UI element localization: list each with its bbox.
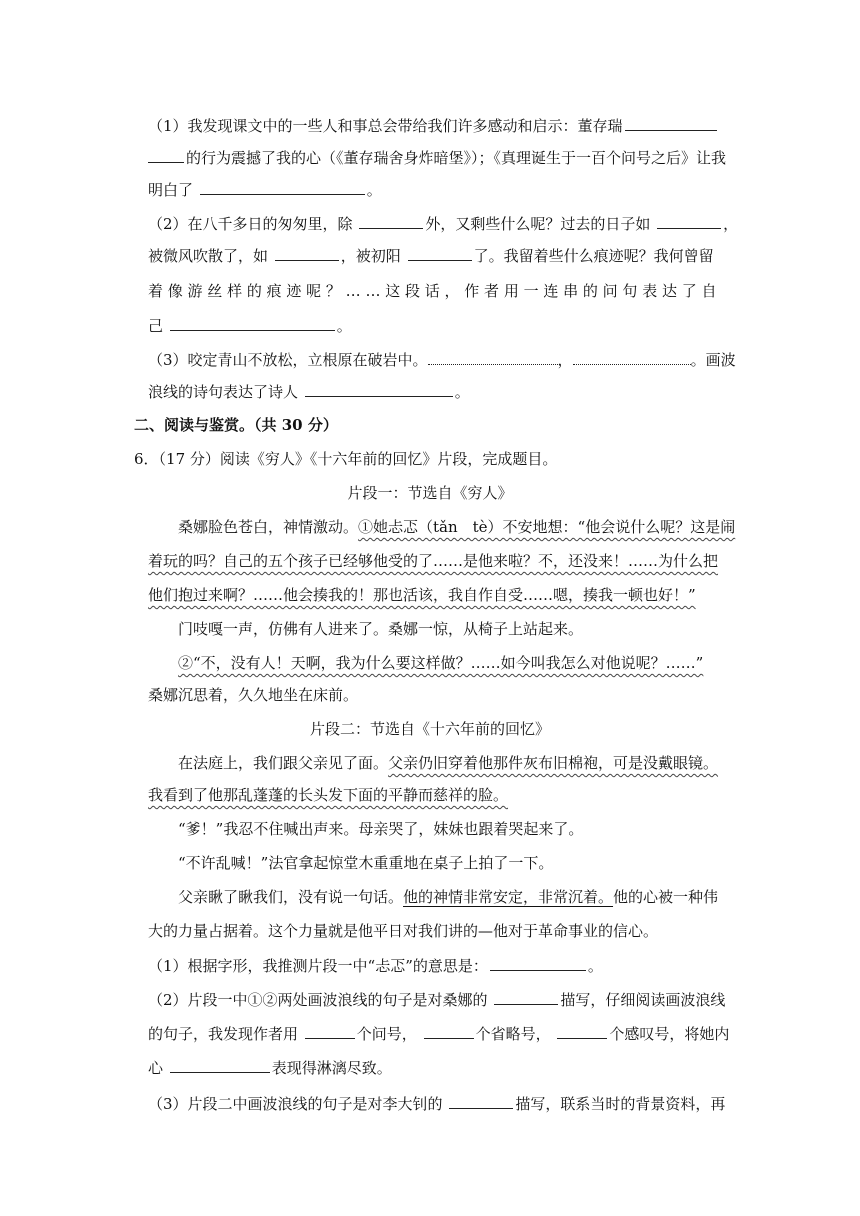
q5-item1-text: 的行为震撼了我的心（《董存瑞舍身炸暗堡》）；《真理诞生于一百个问号之后》让我 — [186, 149, 727, 167]
q5-item2-text: 己 — [148, 317, 164, 335]
answer-blank-wavy[interactable] — [573, 349, 691, 365]
q5-item2-line4 — [148, 315, 352, 336]
frag1-text: 桑娜脸色苍白，神情激动。 — [178, 518, 359, 536]
q5-item3-line2 — [148, 381, 470, 402]
punct: 。 — [454, 383, 470, 401]
q5-item2-text: （2）在八千多日的匆匆里，除 — [148, 215, 353, 233]
q5-item3-text: 浪线的诗句表达了诗人 — [148, 383, 299, 401]
q6-sub1-text: （1）根据字形，我推测片段一中“忐忑”的意思是： — [148, 957, 488, 975]
q6-sub2-text: 个感叹号，将她内 — [609, 1025, 730, 1043]
frag2-line2: 我看到了他那乱蓬蓬的长头发下面的平静而慈祥的脸。 — [148, 786, 509, 804]
frag2-line6: 大的力量占据着。这个力量就是他平日对我们讲的—他对于革命事业的信心。 — [148, 922, 659, 940]
frag2-line5 — [178, 887, 718, 907]
punct: 。 — [587, 957, 603, 975]
q6-sub2-line1 — [148, 989, 725, 1010]
q6-sub3-text: 描写，联系当时的背景资料，再 — [515, 1095, 726, 1113]
q5-item1-line2 — [148, 147, 726, 168]
q5-item1-text: （1）我发现课文中的一些人和事总会带给我们许多感动和启示：董存瑞 — [148, 117, 623, 135]
answer-blank[interactable] — [170, 315, 335, 331]
frag2-line3: “爹！”我忍不住喊出声来。母亲哭了，妹妹也跟着哭起来了。 — [178, 820, 584, 838]
punct: 。 — [366, 181, 382, 199]
answer-blank[interactable] — [625, 115, 717, 131]
answer-blank-wavy[interactable] — [428, 349, 558, 365]
answer-blank[interactable] — [359, 213, 423, 229]
answer-blank[interactable] — [408, 245, 472, 261]
answer-blank[interactable] — [557, 1023, 607, 1039]
q5-item2-line1 — [148, 213, 738, 234]
punct: ， — [557, 351, 573, 369]
q5-item3-line1 — [148, 349, 736, 370]
answer-blank[interactable] — [275, 245, 339, 261]
q5-item2-line3 — [148, 281, 717, 301]
fragment1-title: 片段一：节选自《穷人》 — [347, 484, 513, 502]
answer-blank[interactable] — [657, 213, 721, 229]
frag2-line4: “不许乱喊！”法官拿起惊堂木重重地在桌子上拍了一下。 — [178, 854, 554, 872]
q5-item2-text: 了。我留着些什么痕迹呢？我何曾留 — [473, 247, 714, 265]
q6-sub2-line2 — [148, 1023, 729, 1044]
q6-sub2-text: 表现得淋漓尽致。 — [271, 1059, 392, 1077]
answer-blank[interactable] — [170, 1057, 270, 1073]
q6-sub3-line1 — [148, 1093, 725, 1114]
answer-blank[interactable] — [200, 179, 365, 195]
answer-blank[interactable] — [494, 989, 558, 1005]
q6-sub2-line3 — [148, 1057, 392, 1078]
fragment2-title: 片段二：节选自《十六年前的回忆》 — [309, 720, 550, 738]
q6-intro: 6．（17 分）阅读《穷人》《十六年前的回忆》片段，完成题目。 — [134, 450, 558, 468]
q5-item2-line2 — [148, 245, 714, 266]
q5-item2-text: 外，又剩些什么呢？过去的日子如 — [425, 215, 651, 233]
q6-sub2-text: 描写，仔细阅读画波浪线 — [560, 991, 726, 1009]
answer-blank[interactable] — [305, 381, 453, 397]
q6-sub2-text: 的句子，我发现作者用 — [148, 1025, 299, 1043]
q6-sub1 — [148, 955, 603, 976]
punct: 。 — [336, 317, 352, 335]
frag1-line2: 着玩的吗？自己的五个孩子已经够他受的了……是他来啦？不，还没来！……为什么把 — [148, 552, 719, 570]
q6-sub3-text: （3）片段二中画波浪线的句子是对李大钊的 — [148, 1095, 443, 1113]
answer-blank[interactable] — [490, 955, 586, 971]
q6-sub2-text: 个省略号， — [475, 1025, 551, 1043]
frag1-line4: 门吱嘎一声，仿佛有人进来了。桑娜一惊，从椅子上站起来。 — [178, 620, 584, 638]
answer-blank[interactable] — [424, 1023, 474, 1039]
q5-item1-line3 — [148, 179, 382, 200]
q5-item2-text: 着 像 游 丝 样 的 痕 迹 呢 ？ … … 这 段 话 ， 作 者 用 一 连 串 的 问 句 表 达 了 自 — [148, 282, 717, 300]
frag2-wavy-text: 父亲仍旧穿着他那件灰布旧棉袍，可是没戴眼镜。 — [388, 754, 719, 772]
q5-item3-text: 。画波 — [690, 351, 736, 369]
frag2-text: 在法庭上，我们跟父亲见了面。 — [178, 754, 389, 772]
frag2-text: 父亲瞅了瞅我们，没有说一句话。 — [178, 888, 404, 906]
q5-item2-text: 被微风吹散了，如 — [148, 247, 269, 265]
q5-item1-line1 — [148, 115, 719, 136]
frag1-wavy-text: ①她忐忑（tǎn tè）不安地想：“他会说什么呢？这是闹 — [358, 518, 736, 536]
frag2-line1 — [178, 753, 718, 773]
q5-item3-text: （3）咬定青山不放松，立根原在破岩中。 — [148, 351, 428, 369]
answer-blank[interactable] — [148, 147, 184, 163]
frag2-text: 他的心被一种伟 — [613, 888, 719, 906]
frag1-line5: ②“不，没有人！天啊，我为什么要这样做？……如今叫我怎么对他说呢？……” — [178, 654, 704, 672]
section-heading: 二、阅读与鉴赏。（共 30 分） — [134, 416, 338, 434]
q5-item2-text: ，被初阳 — [340, 247, 401, 265]
q6-sub2-text: （2）片段一中①②两处画波浪线的句子是对桑娜的 — [148, 991, 488, 1009]
punct: ， — [723, 215, 739, 233]
q5-item1-text: 明白了 — [148, 181, 194, 199]
q6-sub2-text: 个问号， — [356, 1025, 417, 1043]
answer-blank[interactable] — [449, 1093, 513, 1109]
answer-blank[interactable] — [305, 1023, 355, 1039]
frag1-line1 — [178, 517, 735, 537]
frag1-line3: 他们抱过来啊？……他会揍我的！那也活该，我自作自受……嗯，揍我一顿也好！” — [148, 586, 696, 604]
frag1-line6: 桑娜沉思着，久久地坐在床前。 — [148, 686, 359, 704]
q6-sub2-text: 心 — [148, 1059, 164, 1077]
frag2-underlined-text: 他的神情非常安定，非常沉着。 — [403, 888, 614, 906]
